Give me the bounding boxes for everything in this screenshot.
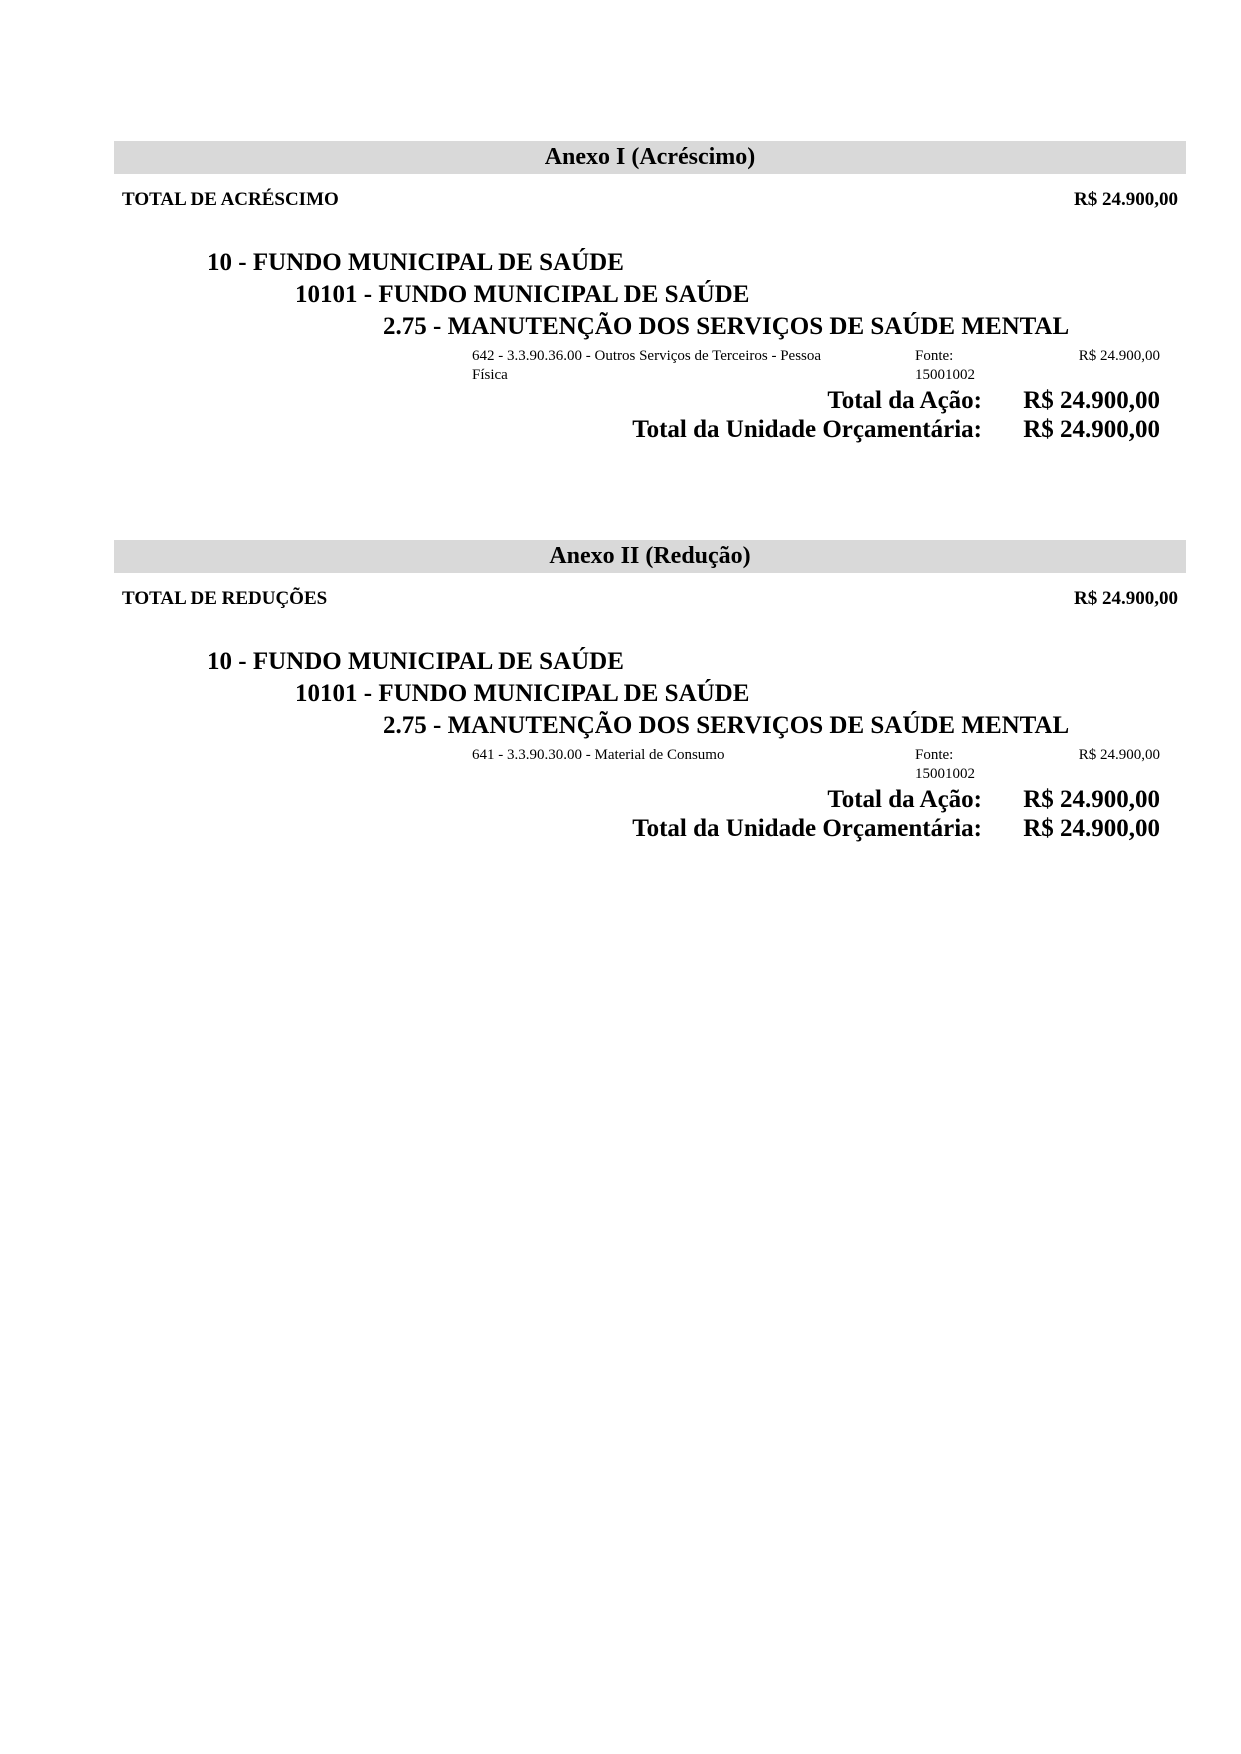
item-fonte-label: Fonte: xyxy=(915,747,954,763)
item-description xyxy=(472,746,872,765)
total-acao-label: Total da Ação: xyxy=(827,786,982,813)
item-fonte xyxy=(915,347,995,385)
item-value: R$ 24.900,00 xyxy=(1078,348,1160,364)
annex-title: Anexo II (Redução) xyxy=(114,540,1186,573)
total-acrescimo-label: TOTAL DE ACRÉSCIMO xyxy=(122,189,339,210)
action-heading: 2.75 - MANUTENÇÃO DOS SERVIÇOS DE SAÚDE MENTAL xyxy=(383,712,1070,739)
total-acao-value: R$ 24.900,00 xyxy=(1023,387,1160,414)
item-description-line1: 642 - 3.3.90.36.00 - Outros Serviços de Terceiros - Pessoa xyxy=(472,348,822,364)
unit-heading: 10101 - FUNDO MUNICIPAL DE SAÚDE xyxy=(295,680,750,707)
org-heading: 10 - FUNDO MUNICIPAL DE SAÚDE xyxy=(207,249,624,276)
item-description xyxy=(472,347,872,385)
action-heading: 2.75 - MANUTENÇÃO DOS SERVIÇOS DE SAÚDE MENTAL xyxy=(383,313,1070,340)
item-fonte-label: Fonte: xyxy=(915,348,954,364)
item-fonte xyxy=(915,746,995,784)
org-heading: 10 - FUNDO MUNICIPAL DE SAÚDE xyxy=(207,648,624,675)
total-acrescimo-value: R$ 24.900,00 xyxy=(1074,189,1178,210)
total-unidade-value: R$ 24.900,00 xyxy=(1023,416,1160,443)
annex-title: Anexo I (Acréscimo) xyxy=(114,141,1186,174)
item-description-line1: 641 - 3.3.90.30.00 - Material de Consumo xyxy=(472,747,725,763)
total-reducoes-value: R$ 24.900,00 xyxy=(1074,588,1178,609)
item-value: R$ 24.900,00 xyxy=(1078,747,1160,763)
total-reducoes-label: TOTAL DE REDUÇÕES xyxy=(122,588,328,609)
total-acao-label: Total da Ação: xyxy=(827,387,982,414)
total-unidade-value: R$ 24.900,00 xyxy=(1023,815,1160,842)
item-fonte-code: 15001002 xyxy=(915,766,975,782)
unit-heading: 10101 - FUNDO MUNICIPAL DE SAÚDE xyxy=(295,281,750,308)
item-description-line2: Física xyxy=(472,367,508,383)
total-unidade-label: Total da Unidade Orçamentária: xyxy=(632,815,982,842)
total-acao-value: R$ 24.900,00 xyxy=(1023,786,1160,813)
total-unidade-label: Total da Unidade Orçamentária: xyxy=(632,416,982,443)
item-fonte-code: 15001002 xyxy=(915,367,975,383)
